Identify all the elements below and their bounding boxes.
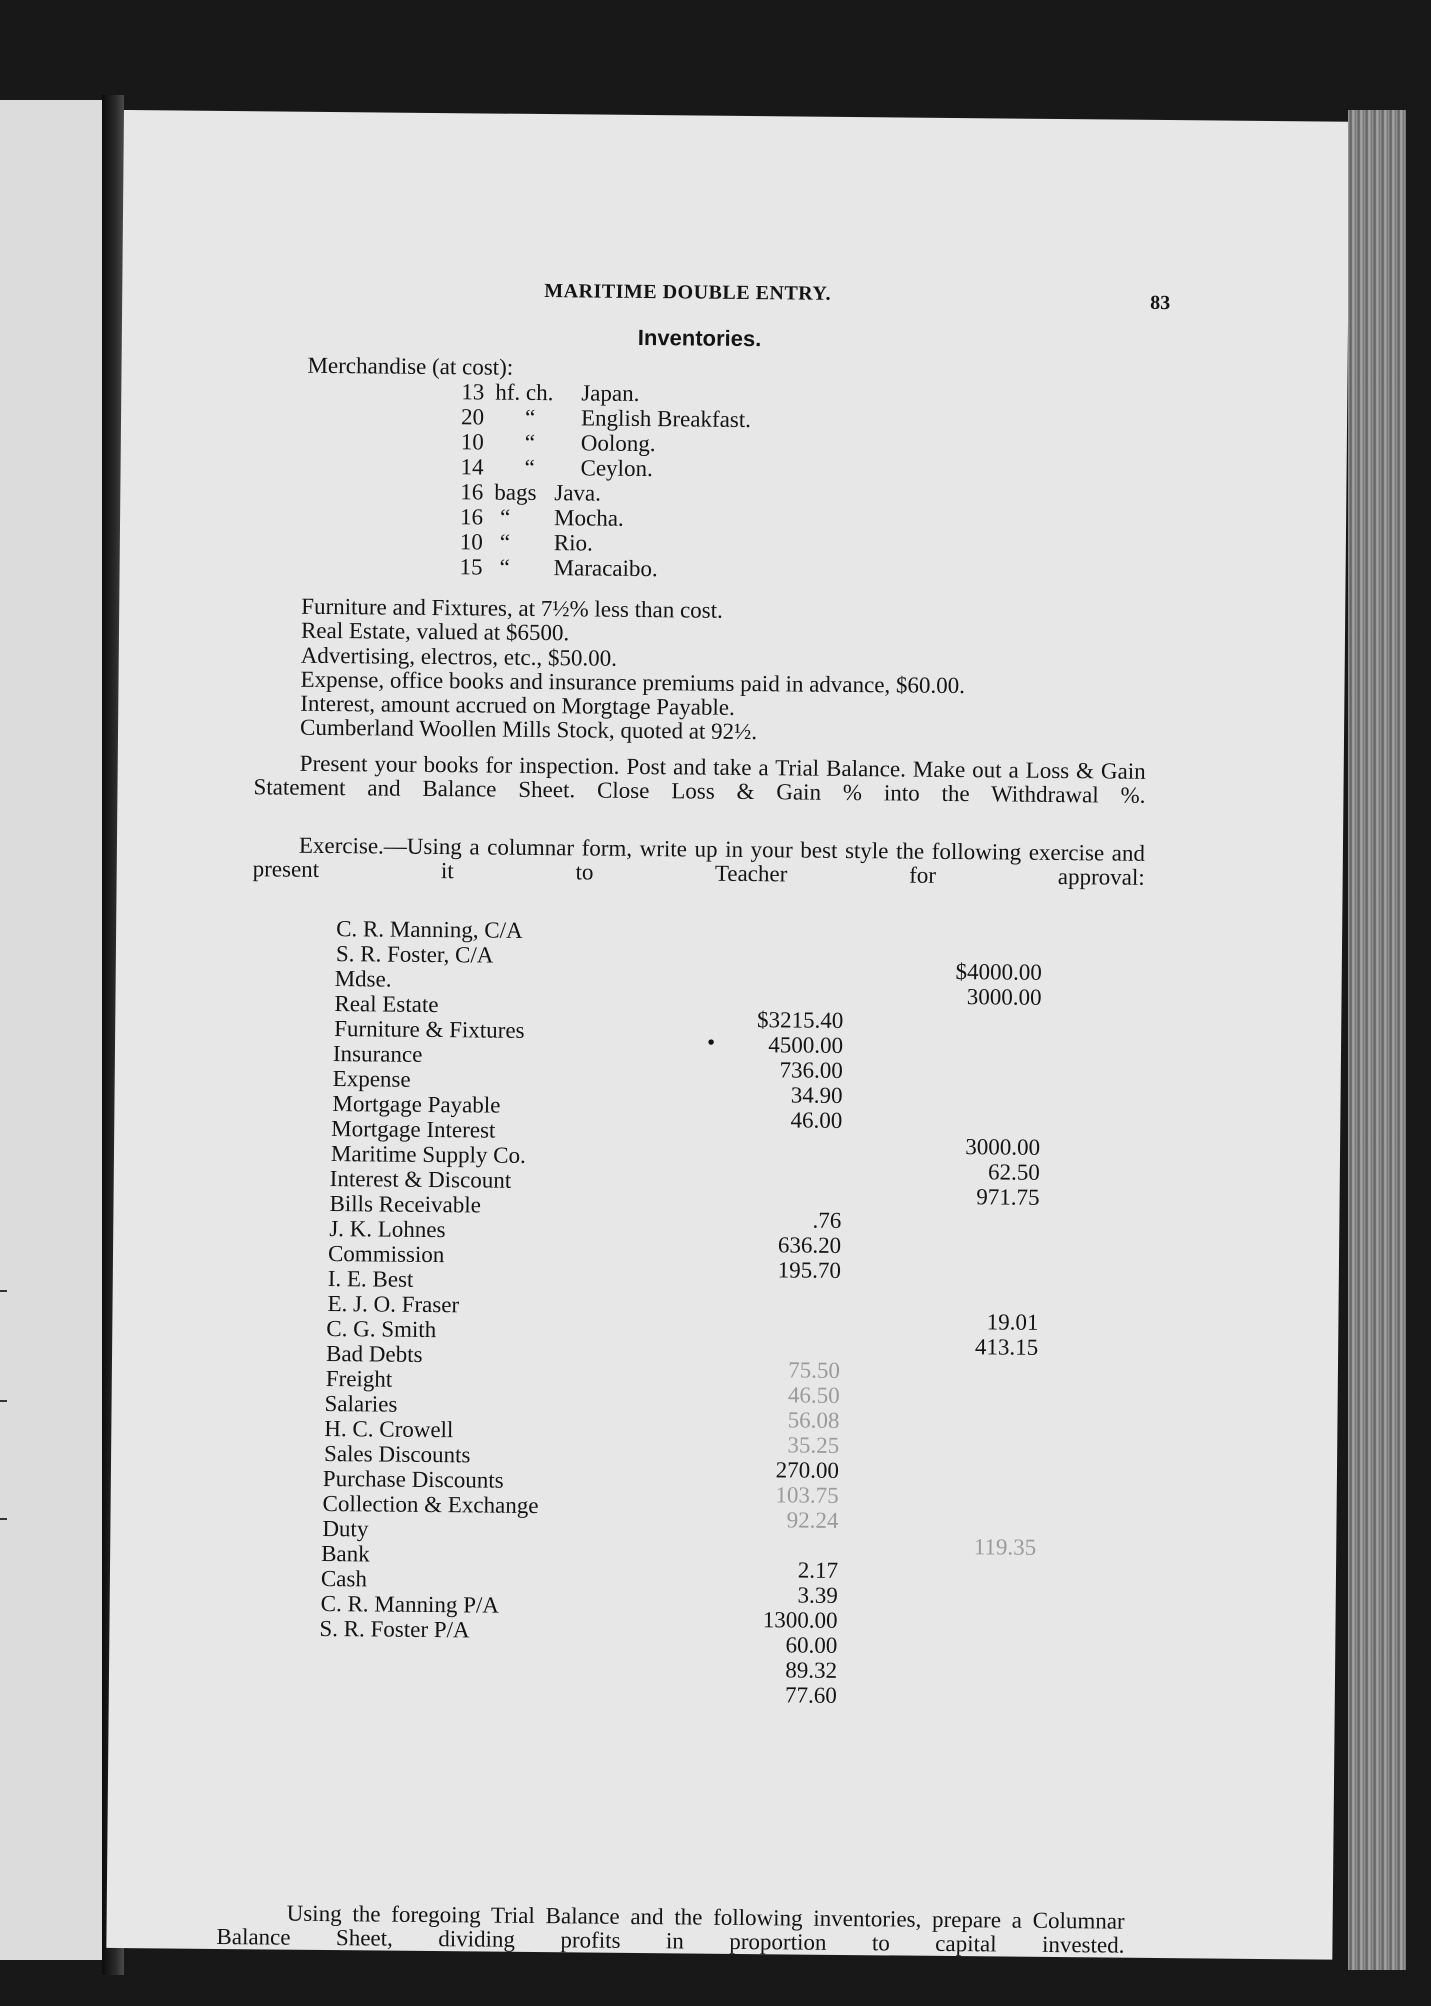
tb-account: Commission <box>327 1241 445 1268</box>
tb-account: Furniture & Fixtures <box>334 1016 525 1043</box>
tb-account: Duty <box>322 1515 369 1542</box>
running-head: MARITIME DOUBLE ENTRY. <box>544 280 832 305</box>
tb-account: Expense <box>332 1066 411 1092</box>
book-page <box>106 110 1350 1960</box>
tb-account: C. R. Manning P/A <box>320 1590 500 1618</box>
tb-account: C. R. Manning, C/A <box>336 916 523 943</box>
tb-debit: 46.50 <box>787 1382 840 1408</box>
merchandise-heading: Merchandise (at cost): <box>307 352 514 380</box>
tb-account: E. J. O. Fraser <box>327 1291 460 1318</box>
tb-account: Bank <box>321 1540 370 1567</box>
tb-account: H. C. Crowell <box>324 1415 454 1443</box>
tb-account: S. R. Foster, C/A <box>335 941 494 968</box>
tb-debit: 89.32 <box>785 1657 838 1683</box>
tb-account: C. G. Smith <box>326 1315 437 1343</box>
tb-account: Real Estate <box>334 991 439 1018</box>
tb-credit: 3000.00 <box>965 1134 1041 1160</box>
closing-paragraph: Using the foregoing Trial Balance and the following inventories, prepare a Columnar Balance Sheet, dividing profits in proportion to capital invested. <box>216 1900 1125 1958</box>
tb-debit: 103.75 <box>775 1482 839 1508</box>
section-title: Inventories. <box>637 324 762 352</box>
tb-account: Interest & Discount <box>329 1166 512 1193</box>
tb-account: Mortgage Payable <box>332 1091 501 1118</box>
inventory-list: 13 hf. ch. Japan. 20 “ English Breakfast. 10 “ Oolong. 14 “ Ceylon. 16 bags Java. 16 “ Mocha. 10 “ Rio. 15 “ Maracaibo. <box>459 379 752 582</box>
tb-account: Maritime Supply Co. <box>330 1141 526 1168</box>
tb-account: I. E. Best <box>327 1266 414 1292</box>
tb-debit: 60.00 <box>785 1632 838 1658</box>
tb-debit: 4500.00 <box>768 1032 844 1058</box>
exercise-intro: Exercise.—Using a columnar form, write up in your best style the following exercise and present it to Teacher for approval: <box>252 832 1146 890</box>
tb-debit: 636.20 <box>777 1232 842 1258</box>
tb-debit: 35.25 <box>787 1432 840 1458</box>
tb-account: Collection & Exchange <box>322 1490 539 1519</box>
tb-credit: 119.35 <box>973 1534 1037 1560</box>
tb-account: Freight <box>325 1365 393 1392</box>
page-number: 83 <box>1150 291 1171 315</box>
tb-account: Purchase Discounts <box>322 1465 504 1493</box>
tb-credit: 19.01 <box>986 1309 1039 1335</box>
inventory-line: Real Estate, valued at $6500. <box>300 617 570 646</box>
tb-debit: 34.90 <box>790 1082 843 1108</box>
tb-account: Sales Discounts <box>323 1440 471 1468</box>
inventory-line: Cumberland Woollen Mills Stock, quoted at 92½. <box>299 714 758 745</box>
tb-debit: $3215.40 <box>756 1007 844 1033</box>
page-stack-edge <box>1348 110 1406 1970</box>
tb-account: Salaries <box>324 1390 398 1417</box>
tb-account: Mortgage Interest <box>331 1116 496 1143</box>
tb-account: Mdse. <box>334 966 392 992</box>
tb-account: S. R. Foster P/A <box>319 1615 470 1643</box>
inventory-line: Furniture and Fixtures, at 7½% less than cost. <box>301 593 723 623</box>
tb-debit: 3.39 <box>797 1582 838 1608</box>
facing-page-edge <box>0 100 102 1960</box>
tb-debit: 736.00 <box>779 1057 843 1083</box>
tb-account: J. K. Lohnes <box>329 1216 446 1243</box>
inventory-line: Expense, office books and insurance premiums paid in advance, $60.00. <box>300 666 966 699</box>
tb-debit: 56.08 <box>787 1407 840 1433</box>
tb-debit: 195.70 <box>777 1257 842 1283</box>
tb-credit: 3000.00 <box>966 984 1042 1010</box>
instructions-paragraph: Present your books for inspection. Post and take a Trial Balance. Make out a Loss & Gain Statement and Balance Sheet. Close Loss & Gain % into the Withdrawal %. <box>253 750 1146 808</box>
tb-credit: 971.75 <box>976 1184 1040 1210</box>
tb-debit: 77.60 <box>784 1682 837 1708</box>
stray-dot: • <box>706 1029 716 1055</box>
tb-account: Bills Receivable <box>329 1191 482 1218</box>
tb-debit: 46.00 <box>790 1107 843 1133</box>
tb-debit: .76 <box>812 1207 842 1233</box>
tb-credit: 413.15 <box>974 1334 1039 1360</box>
tb-debit: 1300.00 <box>762 1607 838 1633</box>
tb-account: Insurance <box>332 1041 423 1067</box>
tb-debit: 75.50 <box>788 1357 841 1383</box>
tb-debit: 2.17 <box>797 1557 839 1583</box>
tb-debit: 92.24 <box>786 1507 839 1533</box>
tb-credit: 62.50 <box>987 1159 1040 1185</box>
inventory-line: Interest, amount accrued on Morgtage Payable. <box>300 690 735 720</box>
inventory-line: Advertising, electros, etc., $50.00. <box>300 642 618 671</box>
tb-account: Cash <box>320 1565 368 1592</box>
tb-account: Bad Debts <box>325 1340 423 1367</box>
tb-credit: $4000.00 <box>955 959 1042 985</box>
tb-debit: 270.00 <box>775 1457 840 1483</box>
